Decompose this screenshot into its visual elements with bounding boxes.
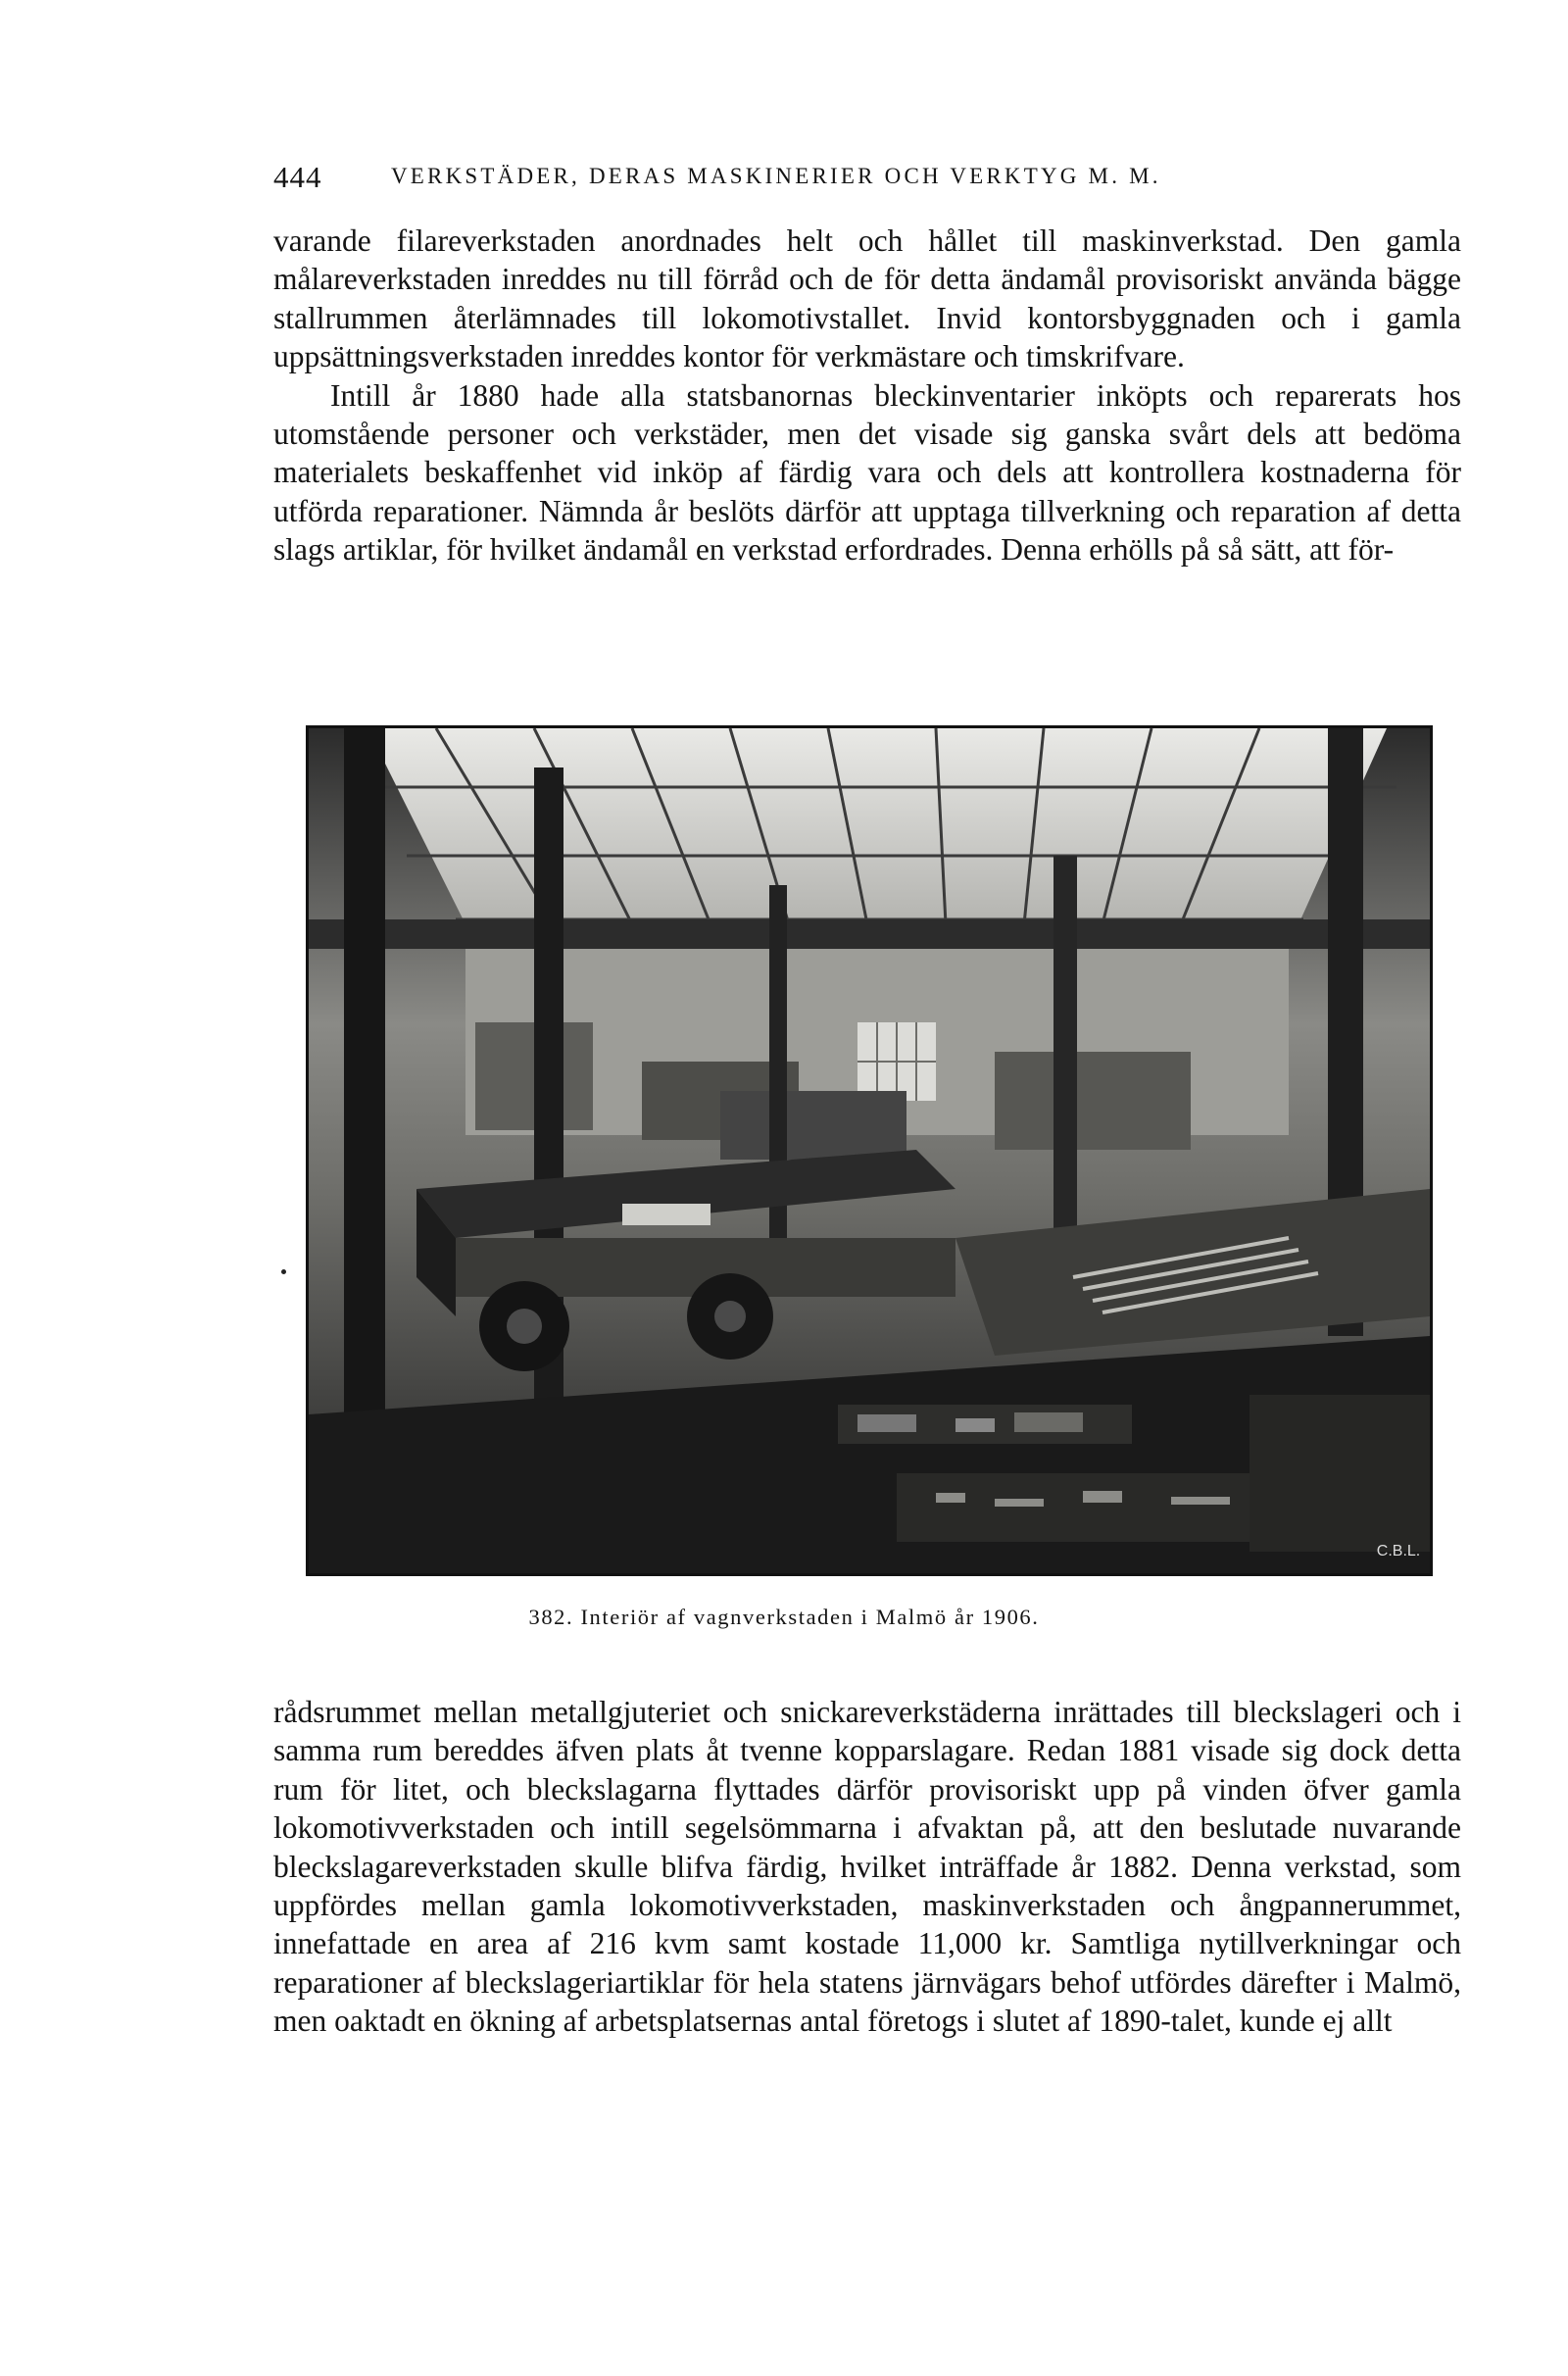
figure-caption: 382. Interiör af vagnverkstaden i Malmö år 1906. xyxy=(528,1605,1040,1629)
margin-dot xyxy=(281,1269,286,1274)
page-header xyxy=(273,160,1293,199)
photo-illustration xyxy=(309,728,1430,1573)
paragraph: rådsrummet mellan metallgjuteriet och snickareverkstäderna inrättades till bleckslageri och i samma rum bereddes äfven plats åt tvenne kopparslagare. Redan 1881 visade sig dock detta rum för litet, och bleckslagarna flyttades därför provisoriskt upp på vinden öfver gamla lokomotivverkstaden och intill segelsömmarna i afvaktan på, att den beslutade nuvarande bleckslagareverkstaden skulle blifva färdig, hvilket inträffade år 1882. Denna verkstad, som uppfördes mellan gamla lokomotivverkstaden, maskinverkstaden och ångpannerummet, innefattade en area af 216 kvm samt kostade 11,000 kr. Samtliga nytillverkningar och reparationer af bleckslageriartiklar för hela statens järnvägars behof utfördes därefter i Malmö, men oaktadt en ökning af arbetsplatsernas antal företogs i slutet af 1890-talet, kunde ej allt xyxy=(273,1695,1461,2039)
body-text-top xyxy=(273,222,1461,569)
photo-credit-mark: C.B.L. xyxy=(1376,1543,1421,1559)
running-head: VERKSTÄDER, DERAS MASKINERIER OCH VERKTYG M. M. xyxy=(391,164,1161,188)
workshop-photograph xyxy=(306,725,1433,1576)
body-text-bottom xyxy=(273,1693,1461,2041)
paragraph: Intill år 1880 hade alla statsbanornas bleckinventarier inköpts och reparerats hos utomstående personer och verkstäder, men det visade sig ganska svårt dels att bedöma materialets beskaffenhet vid inköp af färdig vara och dels att kontrollera kostnaderna för utförda reparationer. Nämnda år beslöts därför att upptaga tillverkning och reparation af detta slags artiklar, för hvilket ändamål en verkstad erfordrades. Denna erhölls på så sätt, att för- xyxy=(273,377,1461,568)
page-number: 444 xyxy=(273,160,322,194)
paragraph: varande filareverkstaden anordnades helt och hållet till maskinverkstad. Den gamla målareverkstaden inreddes nu till förråd och de för detta ändamål provisoriskt använda bägge stallrummen återlämnades till lokomotivstallet. Invid kontorsbyggnaden och i gamla uppsättningsverkstaden inreddes kontor för verkmästare och timskrifvare. xyxy=(273,223,1461,374)
